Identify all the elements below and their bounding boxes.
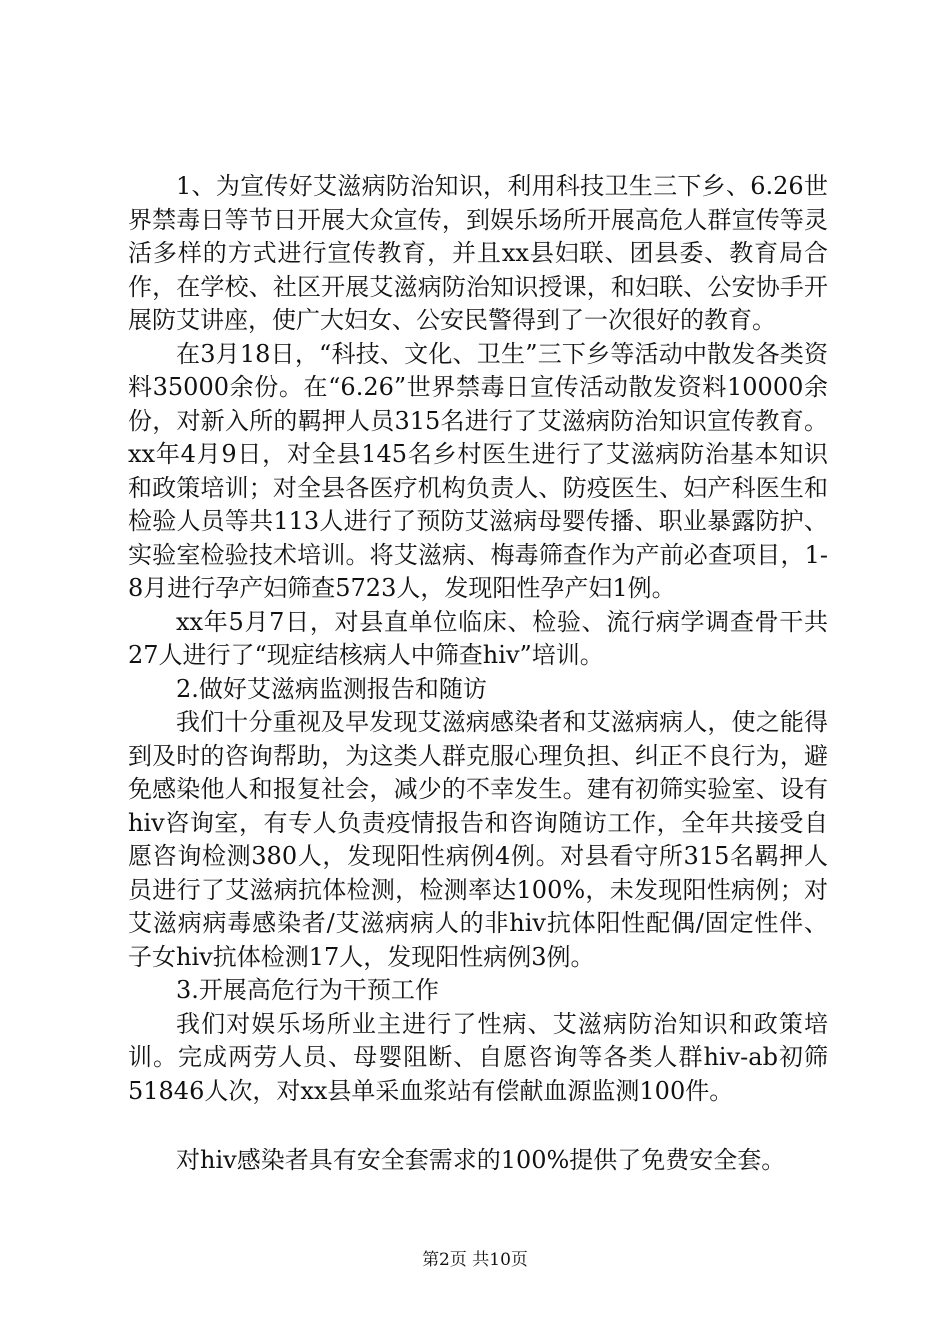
page-number-footer: 第2页 共10页: [422, 1250, 528, 1270]
paragraph-tb-training: xx年5月7日，对县直单位临床、检验、流行病学调查骨干共27人进行了“现症结核病人中筛查hiv”培训。: [128, 607, 828, 669]
section-heading-intervention: 3.开展高危行为干预工作: [176, 976, 439, 1004]
paragraph-condoms: 对hiv感染者具有安全套需求的100%提供了免费安全套。: [176, 1146, 786, 1174]
paragraph-intervention: 我们对娱乐场所业主进行了性病、艾滋病防治知识和政策培训。完成两劳人员、母婴阻断、自愿咨询等各类人群hiv-ab初筛51846人次，对xx县单采血浆站有偿献血源监测100件。: [128, 1009, 828, 1105]
paragraph-materials: 在3月18日，“科技、文化、卫生”三下乡等活动中散发各类资料35000余份。在“6.26”世界禁毒日宣传活动散发资料10000余份，对新入所的羁押人员315名进行了艾滋病防治知识宣传教育。xx年4月9日，对全县145名乡村医生进行了艾滋病防治基本知识和政策培训；对全县各医疗机构负责人、防疫医生、妇产科医生和检验人员等共113人进行了预防艾滋病母婴传播、职业暴露防护、实验室检验技术培训。将艾滋病、梅毒筛查作为产前必查项目，1-8月进行孕产妇筛查5723人，发现阳性孕产妇1例。: [128, 339, 828, 602]
paragraph-publicity: 1、为宣传好艾滋病防治知识，利用科技卫生三下乡、6.26世界禁毒日等节日开展大众宣传，到娱乐场所开展高危人群宣传等灵活多样的方式进行宣传教育，并且xx县妇联、团县委、教育局合作，在学校、社区开展艾滋病防治知识授课，和妇联、公安协手开展防艾讲座，使广大妇女、公安民警得到了一次很好的教育。: [128, 172, 828, 334]
paragraph-monitoring: 我们十分重视及早发现艾滋病感染者和艾滋病病人，使之能得到及时的咨询帮助，为这类人群克服心理负担、纠正不良行为，避免感染他人和报复社会，减少的不幸发生。建有初筛实验室、设有hiv咨询室，有专人负责疫情报告和咨询随访工作，全年共接受自愿咨询检测380人，发现阳性病例4例。对县看守所315名羁押人员进行了艾滋病抗体检测，检测率达100%，未发现阳性病例；对艾滋病病毒感染者/艾滋病病人的非hiv抗体阳性配偶/固定性伴、子女hiv抗体检测17人，发现阳性病例3例。: [128, 708, 828, 971]
document-body: [128, 170, 828, 1178]
section-heading-monitoring: 2.做好艾滋病监测报告和随访: [176, 674, 487, 703]
